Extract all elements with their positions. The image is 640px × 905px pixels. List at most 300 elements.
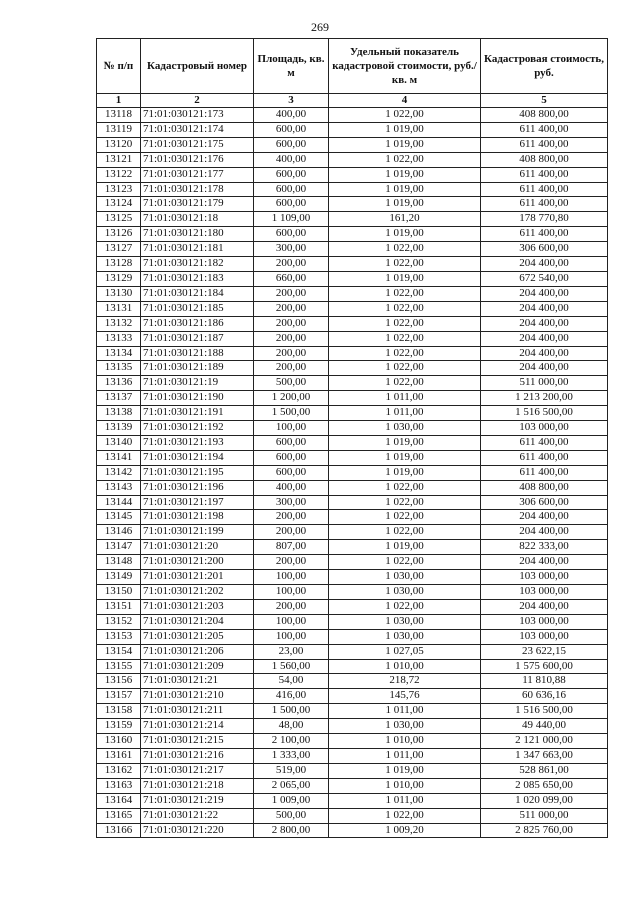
cadastral-cost: 204 400,00 [481,361,608,376]
cadastral-cost: 822 333,00 [481,540,608,555]
cadastral-cost: 103 000,00 [481,421,608,436]
cadastral-number: 71:01:030121:20 [141,540,254,555]
cadastral-cost: 60 636,16 [481,689,608,704]
specific-value: 1 022,00 [329,361,481,376]
specific-value: 1 022,00 [329,242,481,257]
table-row [97,808,608,823]
area-value: 600,00 [254,182,329,197]
cadastral-cost: 204 400,00 [481,316,608,331]
cadastral-number: 71:01:030121:202 [141,585,254,600]
row-number: 13139 [97,421,141,436]
specific-value: 1 022,00 [329,525,481,540]
specific-value: 1 030,00 [329,629,481,644]
row-number: 13126 [97,227,141,242]
table-row [97,212,608,227]
area-value: 48,00 [254,719,329,734]
row-number: 13155 [97,659,141,674]
area-value: 200,00 [254,525,329,540]
area-value: 100,00 [254,629,329,644]
cadastral-number: 71:01:030121:183 [141,271,254,286]
specific-value: 1 011,00 [329,748,481,763]
cadastral-cost: 2 121 000,00 [481,734,608,749]
header-cadastral-cost: Кадастровая стоимость, руб. [481,39,608,94]
cadastral-cost: 204 400,00 [481,301,608,316]
header-area: Площадь, кв. м [254,39,329,94]
cadastral-cost: 204 400,00 [481,599,608,614]
cadastral-number: 71:01:030121:215 [141,734,254,749]
cadastral-number: 71:01:030121:22 [141,808,254,823]
specific-value: 1 019,00 [329,137,481,152]
specific-value: 1 022,00 [329,108,481,123]
row-number: 13125 [97,212,141,227]
cadastral-number: 71:01:030121:198 [141,510,254,525]
cadastral-cost: 23 622,15 [481,644,608,659]
cadastral-number: 71:01:030121:178 [141,182,254,197]
cadastral-cost: 1 213 200,00 [481,391,608,406]
specific-value: 1 011,00 [329,793,481,808]
table-row [97,137,608,152]
table-row [97,748,608,763]
area-value: 600,00 [254,137,329,152]
area-value: 200,00 [254,510,329,525]
cadastral-number: 71:01:030121:175 [141,137,254,152]
specific-value: 1 019,00 [329,465,481,480]
area-value: 100,00 [254,585,329,600]
table-row [97,421,608,436]
cadastral-number: 71:01:030121:19 [141,376,254,391]
column-number: 4 [329,94,481,108]
cadastral-cost: 2 825 760,00 [481,823,608,838]
cadastral-cost: 611 400,00 [481,137,608,152]
cadastral-number: 71:01:030121:217 [141,763,254,778]
row-number: 13160 [97,734,141,749]
cadastral-number: 71:01:030121:204 [141,614,254,629]
table-row [97,391,608,406]
table-row [97,763,608,778]
cadastral-number: 71:01:030121:173 [141,108,254,123]
area-value: 1 560,00 [254,659,329,674]
specific-value: 1 022,00 [329,331,481,346]
row-number: 13141 [97,450,141,465]
area-value: 500,00 [254,808,329,823]
table-row [97,704,608,719]
area-value: 600,00 [254,435,329,450]
row-number: 13149 [97,570,141,585]
cadastral-number: 71:01:030121:190 [141,391,254,406]
table-row [97,540,608,555]
specific-value: 1 022,00 [329,480,481,495]
area-value: 200,00 [254,331,329,346]
cadastral-number: 71:01:030121:214 [141,719,254,734]
cadastral-cost: 306 600,00 [481,495,608,510]
row-number: 13121 [97,152,141,167]
cadastral-number: 71:01:030121:21 [141,674,254,689]
table-row [97,599,608,614]
cadastral-number: 71:01:030121:187 [141,331,254,346]
area-value: 200,00 [254,286,329,301]
row-number: 13119 [97,122,141,137]
area-value: 54,00 [254,674,329,689]
table-row [97,689,608,704]
column-number: 2 [141,94,254,108]
area-value: 1 009,00 [254,793,329,808]
specific-value: 1 011,00 [329,391,481,406]
table-row [97,734,608,749]
table-row [97,197,608,212]
area-value: 200,00 [254,599,329,614]
specific-value: 145,76 [329,689,481,704]
area-value: 807,00 [254,540,329,555]
table-row [97,167,608,182]
cadastral-number: 71:01:030121:205 [141,629,254,644]
row-number: 13138 [97,406,141,421]
specific-value: 1 022,00 [329,599,481,614]
area-value: 23,00 [254,644,329,659]
column-number: 3 [254,94,329,108]
specific-value: 1 022,00 [329,286,481,301]
specific-value: 1 030,00 [329,614,481,629]
cadastral-cost: 1 516 500,00 [481,406,608,421]
row-number: 13122 [97,167,141,182]
row-number: 13128 [97,257,141,272]
table-row [97,778,608,793]
specific-value: 1 010,00 [329,734,481,749]
table-row [97,629,608,644]
table-body [97,108,608,838]
cadastral-cost: 611 400,00 [481,122,608,137]
row-number: 13152 [97,614,141,629]
table-row [97,450,608,465]
table-row [97,823,608,838]
specific-value: 1 022,00 [329,301,481,316]
area-value: 600,00 [254,122,329,137]
specific-value: 1 022,00 [329,316,481,331]
row-number: 13150 [97,585,141,600]
area-value: 200,00 [254,257,329,272]
cadastral-number: 71:01:030121:199 [141,525,254,540]
area-value: 100,00 [254,614,329,629]
cadastral-cost: 103 000,00 [481,614,608,629]
table-row [97,495,608,510]
cadastral-cost: 103 000,00 [481,585,608,600]
specific-value: 1 027,05 [329,644,481,659]
specific-value: 1 019,00 [329,450,481,465]
cadastral-number: 71:01:030121:193 [141,435,254,450]
table-row [97,570,608,585]
specific-value: 1 022,00 [329,495,481,510]
cadastral-number: 71:01:030121:188 [141,346,254,361]
row-number: 13164 [97,793,141,808]
cadastral-cost: 408 800,00 [481,108,608,123]
cadastral-number: 71:01:030121:203 [141,599,254,614]
cadastral-number: 71:01:030121:201 [141,570,254,585]
table-row [97,122,608,137]
cadastral-number: 71:01:030121:218 [141,778,254,793]
cadastral-number: 71:01:030121:206 [141,644,254,659]
area-value: 100,00 [254,421,329,436]
row-number: 13123 [97,182,141,197]
cadastral-cost: 204 400,00 [481,346,608,361]
table-row [97,316,608,331]
specific-value: 1 019,00 [329,540,481,555]
table-row [97,301,608,316]
specific-value: 1 022,00 [329,510,481,525]
area-value: 660,00 [254,271,329,286]
row-number: 13129 [97,271,141,286]
specific-value: 1 022,00 [329,257,481,272]
header-number: № п/п [97,39,141,94]
header-cadastral-number: Кадастровый номер [141,39,254,94]
table-row [97,719,608,734]
row-number: 13151 [97,599,141,614]
area-value: 200,00 [254,346,329,361]
column-number: 5 [481,94,608,108]
specific-value: 1 022,00 [329,376,481,391]
cadastral-number: 71:01:030121:181 [141,242,254,257]
row-number: 13142 [97,465,141,480]
area-value: 200,00 [254,316,329,331]
area-value: 1 500,00 [254,704,329,719]
specific-value: 1 019,00 [329,167,481,182]
area-value: 1 500,00 [254,406,329,421]
cadastral-number: 71:01:030121:192 [141,421,254,436]
row-number: 13131 [97,301,141,316]
row-number: 13124 [97,197,141,212]
specific-value: 161,20 [329,212,481,227]
row-number: 13153 [97,629,141,644]
row-number: 13145 [97,510,141,525]
specific-value: 1 030,00 [329,421,481,436]
specific-value: 1 030,00 [329,719,481,734]
row-number: 13156 [97,674,141,689]
row-number: 13120 [97,137,141,152]
area-value: 200,00 [254,301,329,316]
cadastral-number: 71:01:030121:195 [141,465,254,480]
specific-value: 1 019,00 [329,182,481,197]
cadastral-number: 71:01:030121:216 [141,748,254,763]
table-row [97,465,608,480]
table-row [97,793,608,808]
row-number: 13158 [97,704,141,719]
cadastral-cost: 204 400,00 [481,331,608,346]
cadastral-number: 71:01:030121:211 [141,704,254,719]
row-number: 13148 [97,555,141,570]
header-specific-value: Удельный показатель кадастровой стоимости, руб./кв. м [329,39,481,94]
specific-value: 1 011,00 [329,406,481,421]
cadastral-cost: 672 540,00 [481,271,608,286]
table-row [97,271,608,286]
area-value: 1 200,00 [254,391,329,406]
specific-value: 1 019,00 [329,435,481,450]
table-row [97,614,608,629]
specific-value: 1 010,00 [329,659,481,674]
table-row [97,286,608,301]
cadastral-number: 71:01:030121:179 [141,197,254,212]
area-value: 100,00 [254,570,329,585]
table-row [97,346,608,361]
cadastral-number: 71:01:030121:191 [141,406,254,421]
cadastral-number: 71:01:030121:18 [141,212,254,227]
cadastral-cost: 49 440,00 [481,719,608,734]
table-row [97,659,608,674]
table-row [97,108,608,123]
area-value: 2 800,00 [254,823,329,838]
cadastral-number: 71:01:030121:182 [141,257,254,272]
cadastral-number: 71:01:030121:186 [141,316,254,331]
table-row [97,555,608,570]
cadastral-cost: 11 810,88 [481,674,608,689]
cadastral-cost: 528 861,00 [481,763,608,778]
area-value: 600,00 [254,450,329,465]
row-number: 13166 [97,823,141,838]
cadastral-cost: 103 000,00 [481,570,608,585]
row-number: 13144 [97,495,141,510]
area-value: 200,00 [254,555,329,570]
cadastral-cost: 1 020 099,00 [481,793,608,808]
cadastral-cost: 204 400,00 [481,286,608,301]
area-value: 300,00 [254,495,329,510]
table-row [97,644,608,659]
row-number: 13137 [97,391,141,406]
column-number-row [97,94,608,108]
row-number: 13118 [97,108,141,123]
specific-value: 1 019,00 [329,227,481,242]
cadastral-number: 71:01:030121:209 [141,659,254,674]
specific-value: 218,72 [329,674,481,689]
specific-value: 1 019,00 [329,122,481,137]
cadastral-cost: 103 000,00 [481,629,608,644]
cadastral-number: 71:01:030121:189 [141,361,254,376]
cadastral-number: 71:01:030121:220 [141,823,254,838]
cadastral-number: 71:01:030121:177 [141,167,254,182]
cadastral-number: 71:01:030121:210 [141,689,254,704]
cadastral-number: 71:01:030121:174 [141,122,254,137]
cadastral-number: 71:01:030121:185 [141,301,254,316]
row-number: 13165 [97,808,141,823]
specific-value: 1 019,00 [329,271,481,286]
area-value: 600,00 [254,167,329,182]
row-number: 13136 [97,376,141,391]
cadastral-cost: 1 575 600,00 [481,659,608,674]
cadastral-cost: 306 600,00 [481,242,608,257]
cadastral-number: 71:01:030121:184 [141,286,254,301]
row-number: 13162 [97,763,141,778]
area-value: 1 109,00 [254,212,329,227]
table-row [97,227,608,242]
cadastral-cost: 611 400,00 [481,197,608,212]
row-number: 13154 [97,644,141,659]
table-row [97,435,608,450]
specific-value: 1 019,00 [329,197,481,212]
cadastral-number: 71:01:030121:200 [141,555,254,570]
specific-value: 1 022,00 [329,808,481,823]
header-row [97,39,608,94]
specific-value: 1 022,00 [329,152,481,167]
cadastral-cost: 204 400,00 [481,555,608,570]
row-number: 13140 [97,435,141,450]
area-value: 200,00 [254,361,329,376]
area-value: 600,00 [254,197,329,212]
row-number: 13161 [97,748,141,763]
table-row [97,257,608,272]
specific-value: 1 010,00 [329,778,481,793]
cadastral-number: 71:01:030121:180 [141,227,254,242]
specific-value: 1 030,00 [329,570,481,585]
table-row [97,331,608,346]
area-value: 600,00 [254,227,329,242]
cadastral-cost: 1 516 500,00 [481,704,608,719]
cadastral-cost: 1 347 663,00 [481,748,608,763]
row-number: 13143 [97,480,141,495]
cadastral-cost: 408 800,00 [481,480,608,495]
row-number: 13147 [97,540,141,555]
row-number: 13134 [97,346,141,361]
table-row [97,376,608,391]
cadastral-cost: 511 000,00 [481,376,608,391]
cadastral-cost: 611 400,00 [481,167,608,182]
table-row [97,242,608,257]
cadastral-cost: 611 400,00 [481,435,608,450]
row-number: 13163 [97,778,141,793]
area-value: 400,00 [254,480,329,495]
cadastral-number: 71:01:030121:196 [141,480,254,495]
row-number: 13130 [97,286,141,301]
specific-value: 1 009,20 [329,823,481,838]
area-value: 2 065,00 [254,778,329,793]
area-value: 416,00 [254,689,329,704]
specific-value: 1 011,00 [329,704,481,719]
area-value: 300,00 [254,242,329,257]
area-value: 500,00 [254,376,329,391]
table-row [97,406,608,421]
table-row [97,585,608,600]
cadastral-cost: 611 400,00 [481,465,608,480]
row-number: 13135 [97,361,141,376]
area-value: 600,00 [254,465,329,480]
table-row [97,182,608,197]
table-row [97,674,608,689]
specific-value: 1 022,00 [329,555,481,570]
area-value: 2 100,00 [254,734,329,749]
cadastral-number: 71:01:030121:176 [141,152,254,167]
specific-value: 1 022,00 [329,346,481,361]
row-number: 13157 [97,689,141,704]
table-row [97,525,608,540]
table-row [97,361,608,376]
cadastral-cost: 511 000,00 [481,808,608,823]
row-number: 13146 [97,525,141,540]
row-number: 13159 [97,719,141,734]
area-value: 400,00 [254,108,329,123]
row-number: 13132 [97,316,141,331]
cadastral-cost: 204 400,00 [481,257,608,272]
table-row [97,510,608,525]
cadastral-cost: 611 400,00 [481,182,608,197]
area-value: 1 333,00 [254,748,329,763]
row-number: 13133 [97,331,141,346]
cadastral-cost: 611 400,00 [481,450,608,465]
row-number: 13127 [97,242,141,257]
column-number: 1 [97,94,141,108]
area-value: 400,00 [254,152,329,167]
page-number: 269 [311,20,329,34]
cadastral-cost: 611 400,00 [481,227,608,242]
cadastral-cost: 2 085 650,00 [481,778,608,793]
cadastral-cost: 178 770,80 [481,212,608,227]
cadastral-number: 71:01:030121:194 [141,450,254,465]
table-row [97,152,608,167]
cadastral-number: 71:01:030121:197 [141,495,254,510]
